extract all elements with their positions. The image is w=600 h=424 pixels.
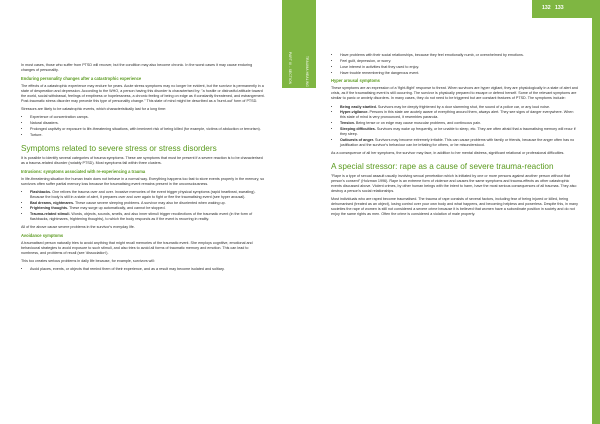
list-item: • Have problems with their social relationships, because they feel emotionally numb, or overwhelmed by emotions. [340,53,580,58]
paragraph: Stressors are likely to be catastrophic events, which characteristically last for a long time: [21,106,167,111]
paragraph: Most individuals who are raped become traumatised. The trauma of rape consists of several factors, including fear of being injured or killed, being dehumanised (treated as an object), losing control over your own body and what happens, and becoming helpless and powerless. Despite this, in many societies the rape of women is still not considered a severe crime because it is believed that women have a subordinate position in society and do not enjoy the same rights as men. Often the crime is considered a violation of male property. [331,196,579,216]
page-number-tab [532,0,592,18]
term: Trauma-related stimuli. [30,212,71,217]
list-item: • Experience of concentration camps. [30,115,267,120]
definition: These cause severe sleeping problems. A survivor may also be disoriented when waking up. [74,200,226,205]
intro-paragraph: In most cases, those who suffer from PTSD will recover, but the condition may also become chronic. In the worst cases it may cause enduring changes of personality. [21,63,253,72]
paragraph: A traumatised person naturally tries to avoid anything that might recall memories of the traumatic event. She employs cognitive, emotional and behavioural strategies to avoid exposure to such stimuli, and also tries to avoid all forms of traumatic memory and emotion. This can lead to numbness, and problems of recall (see 'dissociation'). [21,241,253,255]
paragraph: It is possible to identify several categories of trauma symptoms. These are symptoms that must be present if a severe reaction is to be characterised as a trauma-related disorder (notably PTSD). Most symptoms fall within three clusters. [21,155,263,165]
list-item [30,190,267,200]
left-green-tab [282,0,300,88]
subheading-enduring: Enduring personality changes after a catastrophic experience [21,75,142,81]
definition: These may surge up automatically, and cannot be stopped. [68,206,166,211]
left-text-column [21,63,267,275]
term: Bad dreams, nightmares. [30,200,75,205]
avoidance-list-continued [331,53,580,75]
term: Sleeping difficulties. [340,127,376,132]
section-heading-symptoms: Symptoms related to severe stress or stress disorders [21,143,217,153]
subheading-hyper-arousal: Hyper arousal symptoms [331,78,380,84]
subheading-intrusions: Intrusions: symptoms associated with re-experiencing a trauma [21,168,146,174]
definition: Persons in this state are acutely aware of everything around them, always alert. They see signs of danger everywhere. When this state of mind is very pronounced, it resembles paranoia. [340,110,574,120]
right-text-column [331,53,580,220]
term: Tension. [340,121,355,126]
term: Outbursts of anger. [340,137,375,142]
paragraph: "Rape is a type of sexual assault usually involving sexual penetration which is initiated by one or more persons against another person without that person's consent" (Holzman 1996). Rape is an extreme form of violence and causes the same symptoms and trauma-effects as other catastrophic events discussed above. Violent crimes, by other human beings with the intent to harm, have the most serious consequences of all traumas. They also destroy a person's social relationships. [331,173,577,193]
term: Flashbacks. [30,189,52,194]
list-item: • Avoid places, events, or objects that remind them of their experience, and as a result may become isolated and solitary. [30,267,267,272]
right-edge-bar [592,0,600,424]
list-item [340,105,580,110]
list-item: • Have trouble remembering the dangerous event. [340,71,580,76]
avoidance-list [21,267,267,272]
definition: Survivors may become extremely irritable. This can cause problems with family or friends, because the anger often has no justification and the survivor's behaviour can be irritating for others, or be misunderstood. [340,137,575,147]
list-item [30,201,267,206]
list-item: • Torture. [30,133,267,138]
list-item: • Feel guilt, depression, or worry. [340,59,580,64]
hyper-arousal-list [331,105,580,148]
list-item: • Prolonged captivity or exposure to life-threatening situations, with imminent risk of being killed (for example, victims of abduction or terrorism). [30,127,267,132]
term: Being easily startled. [340,104,377,109]
list-item [340,121,580,126]
paragraph: As a consequence of all her symptoms, the survivor may face, in addition to her mental distress, significant relational or professional difficulties. [331,150,565,155]
list-item [30,206,267,211]
right-green-tab [300,0,316,88]
list-item: • Natural disasters. [30,121,267,126]
right-page [300,0,600,424]
term: Hyper-vigilance. [340,110,369,115]
subheading-avoidance: Avoidance symptoms [21,233,64,239]
definition: Survivors may be deeply frightened by a door slamming shut, the sound of a police car, or any loud noise. [376,104,551,109]
definition: Survivors may wake up frequently, or be unable to sleep, etc. They are often afraid that a traumatising memory will recur if they sleep. [340,127,576,137]
list-item [30,212,267,222]
paragraph: All of the above cause severe problems in the survivor's everyday life. [21,225,135,230]
term: Frightening thoughts. [30,206,69,211]
paragraph: The effects of a catastrophic experience may endure for years. Acute stress symptoms may no longer be evident, but the survivor is permanently in a state of desperation and depression. According to the WHO, a person having this disorder is characterised by: "a hostile or distrustful attitude toward the world, social withdrawal, feelings of emptiness or hopelessness, a chronic feeling of being on edge as if constantly threatened, and estrangement. Post-traumatic stress disorder may precede this type of personality change." This state of mind might be described as a 'burnt-out' form of PTSD. [21,83,265,103]
definition: Words, objects, sounds, smells, and also inner stimuli trigger recollections of the traumatic event (in the form of flashbacks, nightmares, frightening thoughts), to which the body responds as if the event is recurring in reality. [30,212,253,222]
list-item: • Lose interest in activities that they used to enjoy. [340,65,580,70]
left-tab-label: PART III - SECTION [288,52,292,85]
right-tab-label: TRAUMA HEALING [305,56,309,87]
definition: One relives the trauma over and over. Invasive memories of the event trigger physical symptoms (rapid heartbeat, sweating). Because the body is still in a state of alert, it prepares over and over again to fight or flee the traumatising event (see hyper arousal). [30,189,256,199]
paragraph: These symptoms are an expression of a 'fight-flight' response to threat. When survivors are hyper vigilant, they are physiologically in a state of alert and crisis, as if the traumatising event is still occurring. The survivor is physically prepared to escape or defend herself. Some of the relevant symptoms are similar to panic or anxiety disorders. In many cases, they do not need to be triggered but are constant features of PTSD. The symptoms include: [331,86,578,101]
intrusion-list [21,190,267,222]
definition: Being tense or on edge may cause muscular problems, and continuous pain. [354,121,482,126]
page-numbers: 132 133 [542,5,564,11]
list-item [340,110,580,120]
list-item [340,127,580,137]
stressor-list [21,115,267,137]
paragraph: This too creates serious problems in daily life because, for example, survivors will: [21,259,155,264]
paragraph: In life-threatening situation the human brain does not behave in a normal way. Everything happens too fast to store events properly in the memory, so survivors often suffer partial memory loss because the traumatising event remains present in the unconsciousness. [21,176,265,186]
section-heading-rape: A special stressor: rape as a cause of severe trauma-reaction [331,161,554,171]
list-item [340,138,580,148]
